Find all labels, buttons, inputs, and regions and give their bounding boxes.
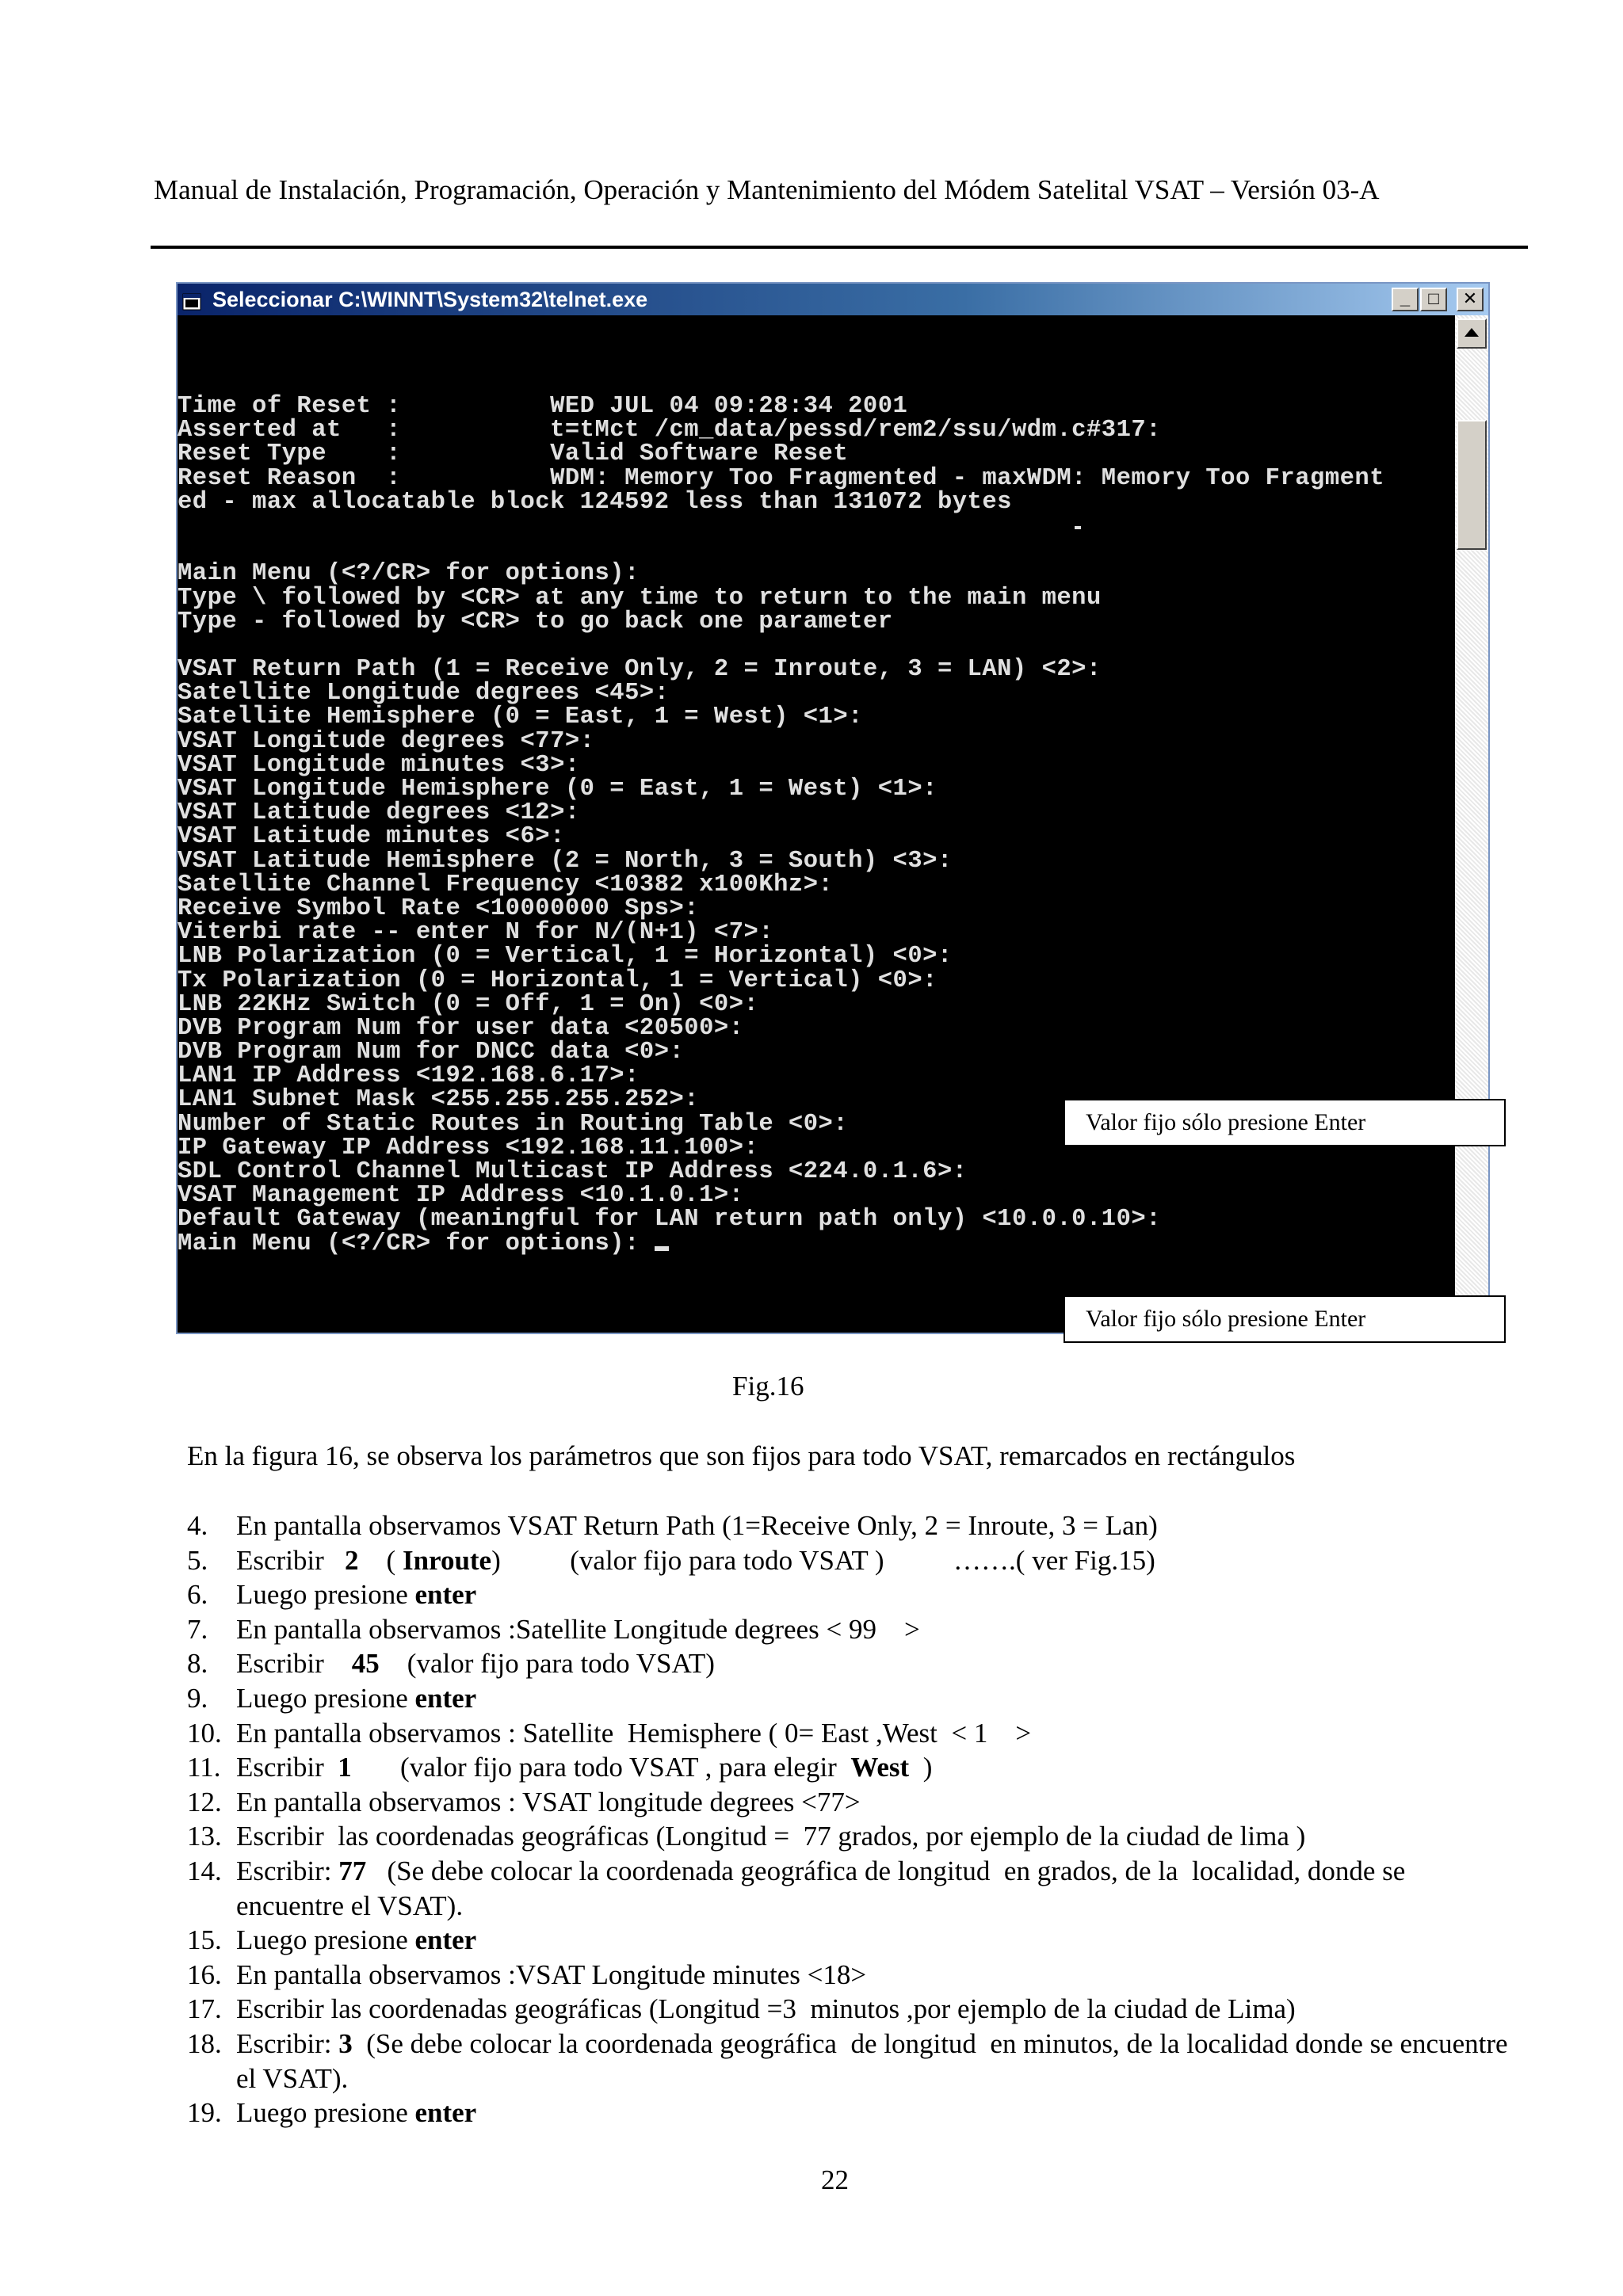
page-number: 22 xyxy=(821,2164,849,2195)
console-line: Default Gateway (meaningful for LAN return path only) <10.0.0.10>: xyxy=(178,1206,1161,1234)
console-line: SDL Control Channel Multicast IP Address <224.0.1.6>: xyxy=(178,1158,968,1185)
console-line: Tx Polarization (0 = Horizontal, 1 = Vertical) <0>: xyxy=(178,967,938,994)
console-line: LNB 22KHz Switch (0 = Off, 1 = On) <0>: xyxy=(178,990,759,1018)
list-item xyxy=(187,1958,1518,1993)
list-item-text: Luego presione xyxy=(236,1579,415,1611)
emphasized-text: 2 xyxy=(345,1544,359,1576)
list-item-text: En pantalla observamos VSAT Return Path (1=Receive Only, 2 = Inroute, 3 = Lan) xyxy=(236,1510,1158,1541)
console-line: Number of Static Routes in Routing Table <0>: xyxy=(178,1110,849,1138)
console-line: DVB Program Num for DNCC data <0>: xyxy=(178,1039,685,1066)
list-item-text: (valor fijo para todo VSAT) xyxy=(379,1648,715,1680)
list-item-number: 9. xyxy=(187,1682,208,1714)
console-line: Satellite Longitude degrees <45>: xyxy=(178,680,670,707)
list-item xyxy=(187,1750,1518,1785)
list-item-number: 10. xyxy=(187,1717,222,1749)
minimize-button[interactable]: _ xyxy=(1392,288,1419,311)
console-line: VSAT Longitude minutes <3>: xyxy=(178,751,580,779)
list-item-number: 15. xyxy=(187,1924,222,1956)
stray-pixel xyxy=(1075,526,1081,529)
emphasized-text: 1 xyxy=(338,1752,352,1783)
list-item-text: Luego presione xyxy=(236,1924,415,1956)
list-item-text: Escribir las coordenadas geográficas (Longitud = 77 grados, por ejemplo de la ciudad de lima ) xyxy=(236,1821,1306,1852)
list-item xyxy=(187,2027,1518,2096)
list-item-text: Escribir xyxy=(236,1648,352,1680)
list-item-text: Escribir xyxy=(236,1544,346,1576)
scroll-thumb[interactable] xyxy=(1457,420,1487,550)
list-item-number: 19. xyxy=(187,2097,222,2129)
list-item-number: 4. xyxy=(187,1510,208,1541)
emphasized-text: enter xyxy=(414,1682,477,1714)
console-line xyxy=(178,634,1384,658)
emphasized-text: 3 xyxy=(338,2027,353,2059)
list-item-number: 6. xyxy=(187,1579,208,1611)
list-item-number: 11. xyxy=(187,1752,221,1783)
telnet-window-screenshot xyxy=(176,282,1490,1334)
list-item xyxy=(187,1543,1518,1578)
console-line: VSAT Longitude Hemisphere (0 = East, 1 = West) <1>: xyxy=(178,776,938,803)
console-line: DVB Program Num for user data <20500>: xyxy=(178,1014,744,1042)
list-item-text: Escribir: xyxy=(236,2027,339,2059)
list-item-number: 14. xyxy=(187,1855,222,1886)
console-line: LAN1 Subnet Mask <255.255.255.252>: xyxy=(178,1086,700,1114)
console-line: Type - followed by <CR> to go back one parameter xyxy=(178,608,893,635)
console-line: Satellite Hemisphere (0 = East, 1 = West) <1>: xyxy=(178,704,863,731)
list-item-text: ( xyxy=(358,1544,403,1576)
window-titlebar xyxy=(178,284,1488,315)
console-line: Asserted at : t=tMct /cm_data/pessd/rem2/ssu/wdm.c#317: xyxy=(178,417,1161,444)
list-item xyxy=(187,1716,1518,1751)
scroll-up-arrow-icon xyxy=(1464,327,1480,338)
console-line: VSAT Longitude degrees <77>: xyxy=(178,727,595,755)
console-line: VSAT Latitude degrees <12>: xyxy=(178,799,580,827)
console-line: Reset Type : Valid Software Reset xyxy=(178,441,849,468)
figure-caption: Fig.16 xyxy=(732,1371,804,1402)
emphasized-text: West xyxy=(850,1752,910,1783)
emphasized-text: enter xyxy=(414,2097,477,2129)
console-line: Reset Reason : WDM: Memory Too Fragmented - maxWDM: Memory Too Fragment xyxy=(178,464,1385,492)
list-item-number: 5. xyxy=(187,1544,208,1576)
list-item-text: Escribir las coordenadas geográficas (Longitud =3 minutos ,por ejemplo de la ciudad de Lima) xyxy=(236,1993,1296,2025)
close-button[interactable]: ✕ xyxy=(1457,288,1484,311)
callout-box-fixed-value: Valor fijo sólo presione Enter xyxy=(1064,1295,1506,1343)
list-item-text: ) (valor fijo para todo VSAT ) …….( ver Fig.15) xyxy=(491,1544,1155,1576)
console-line: Main Menu (<?/CR> for options): xyxy=(178,560,640,588)
document-header: Manual de Instalación, Programación, Operación y Mantenimiento del Módem Satelital VSAT – Versión 03-A xyxy=(154,174,1380,205)
intro-paragraph: En la figura 16, se observa los parámetros que son fijos para todo VSAT, remarcados en rectángulos xyxy=(187,1440,1296,1471)
list-item xyxy=(187,1923,1518,1958)
console-line: Viterbi rate -- enter N for N/(N+1) <7>: xyxy=(178,919,774,947)
list-item xyxy=(187,1785,1518,1820)
list-item-number: 13. xyxy=(187,1821,222,1852)
console-line: VSAT Management IP Address <10.1.0.1>: xyxy=(178,1182,744,1210)
console-line xyxy=(178,538,1384,562)
list-item-text: Escribir: xyxy=(236,1855,339,1886)
callout-box-fixed-value: Valor fijo sólo presione Enter xyxy=(1064,1099,1506,1146)
console-line: Receive Symbol Rate <10000000 Sps>: xyxy=(178,894,700,922)
list-item-text: Luego presione xyxy=(236,1682,415,1714)
list-item xyxy=(187,1992,1518,2027)
maximize-button[interactable]: □ xyxy=(1420,288,1447,311)
list-item xyxy=(187,1854,1518,1923)
list-item xyxy=(187,2096,1518,2130)
list-item-text: En pantalla observamos :Satellite Longitude degrees < 99 > xyxy=(236,1613,920,1645)
emphasized-text: 45 xyxy=(351,1648,380,1680)
console-line: VSAT Return Path (1 = Receive Only, 2 = Inroute, 3 = LAN) <2>: xyxy=(178,656,1102,684)
list-item xyxy=(187,1577,1518,1612)
console-line: Time of Reset : WED JUL 04 09:28:34 2001 xyxy=(178,393,908,420)
list-item-text: En pantalla observamos : VSAT longitude degrees <77> xyxy=(236,1786,861,1817)
list-item-text: Luego presione xyxy=(236,2097,415,2129)
list-item-text: (Se debe colocar la coordenada geográfica de longitud en minutos, de la localidad donde se encuentre el VSAT). xyxy=(236,2027,1515,2094)
list-item-number: 8. xyxy=(187,1648,208,1680)
console-line: LAN1 IP Address <192.168.6.17>: xyxy=(178,1062,640,1090)
list-item xyxy=(187,1612,1518,1647)
list-item-number: 17. xyxy=(187,1993,222,2025)
emphasized-text: enter xyxy=(414,1579,477,1611)
list-item-text: ) xyxy=(909,1752,933,1783)
console-line: ed - max allocatable block 124592 less than 131072 bytes xyxy=(178,488,1012,516)
window-title: Seleccionar C:\WINNT\System32\telnet.exe xyxy=(212,288,648,311)
emphasized-text: Inroute xyxy=(402,1544,492,1576)
console-line: Type \ followed by <CR> at any time to return to the main menu xyxy=(178,584,1102,612)
list-item-text: En pantalla observamos : Satellite Hemisphere ( 0= East ,West < 1 > xyxy=(236,1717,1032,1749)
list-item xyxy=(187,1819,1518,1854)
scroll-up-button[interactable] xyxy=(1457,318,1487,349)
emphasized-text: 77 xyxy=(338,1855,367,1886)
list-item-number: 16. xyxy=(187,1958,222,1990)
instruction-steps xyxy=(187,1508,1518,2130)
console-line: LNB Polarization (0 = Vertical, 1 = Horizontal) <0>: xyxy=(178,943,953,971)
telnet-console[interactable] xyxy=(178,315,1455,1333)
list-item-text: (Se debe colocar la coordenada geográfica de longitud en grados, de la localidad, donde se encuentre el VSAT). xyxy=(236,1855,1413,1921)
console-window-icon xyxy=(182,289,201,310)
console-line: VSAT Latitude minutes <6>: xyxy=(178,823,565,851)
list-item-text: (valor fijo para todo VSAT , para elegir xyxy=(351,1752,851,1783)
console-line: Satellite Channel Frequency <10382 x100Khz>: xyxy=(178,871,834,898)
list-item-text: En pantalla observamos :VSAT Longitude minutes <18> xyxy=(236,1958,867,1990)
list-item-text: Escribir xyxy=(236,1752,338,1783)
emphasized-text: enter xyxy=(414,1924,477,1956)
text-cursor xyxy=(655,1246,669,1251)
vertical-scrollbar[interactable] xyxy=(1455,315,1488,1333)
header-rule xyxy=(151,246,1528,249)
list-item-number: 12. xyxy=(187,1786,222,1817)
list-item xyxy=(187,1646,1518,1681)
console-line: Main Menu (<?/CR> for options): xyxy=(178,1232,1384,1256)
list-item xyxy=(187,1681,1518,1716)
list-item-number: 7. xyxy=(187,1613,208,1645)
console-line xyxy=(178,514,1384,538)
console-line: IP Gateway IP Address <192.168.11.100>: xyxy=(178,1134,759,1161)
list-item xyxy=(187,1508,1518,1543)
console-line: VSAT Latitude Hemisphere (2 = North, 3 = South) <3>: xyxy=(178,847,953,875)
list-item-number: 18. xyxy=(187,2027,222,2059)
